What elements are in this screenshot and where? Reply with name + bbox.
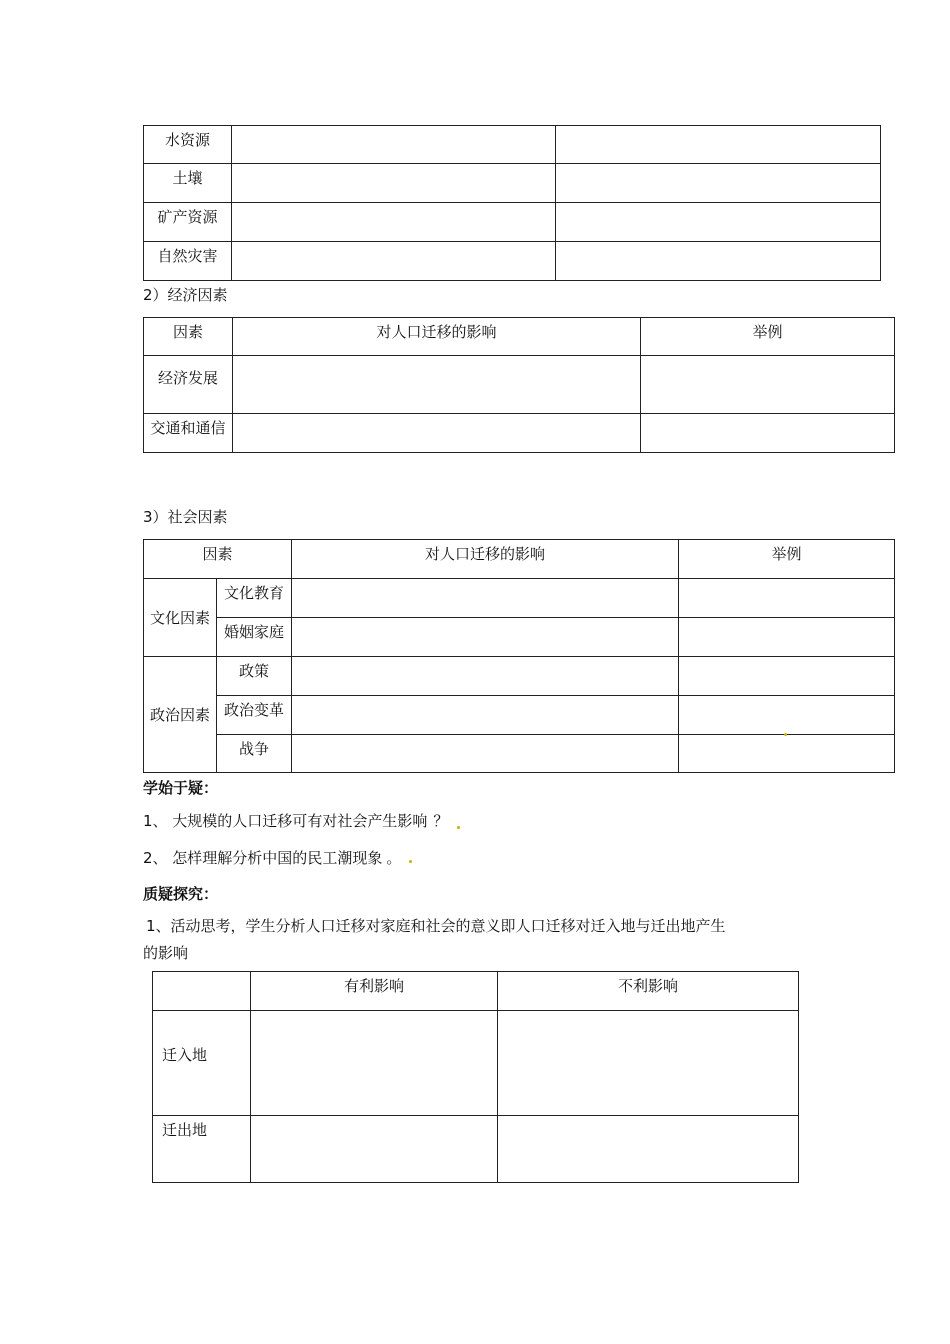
question-2-mark: 。 — [386, 849, 402, 867]
header-favorable: 有利影响 — [251, 972, 498, 1011]
header-example: 举例 — [641, 318, 895, 356]
table-cell — [233, 414, 641, 453]
learn-doubt-heading: 学始于疑： — [143, 779, 219, 797]
header-example: 举例 — [679, 540, 895, 579]
row-label-policy: 政策 — [217, 657, 292, 696]
table-cell — [292, 735, 679, 773]
header-blank — [153, 972, 251, 1011]
table-cell — [292, 579, 679, 618]
row-label-marriage: 婚姻家庭 — [217, 618, 292, 657]
row-label-economic-development: 经济发展 — [144, 356, 233, 414]
question-1-text: 1、 大规模的人口迁移可有对社会产生影响 — [143, 812, 428, 830]
inquiry-text-line-1: 1、活动思考，学生分析人口迁移对家庭和社会的意义即人口迁移对迁入地与迁出地产生 — [146, 917, 726, 935]
group-label-culture: 文化因素 — [144, 579, 217, 657]
row-label-water: 水资源 — [144, 126, 232, 164]
row-label-origin: 迁出地 — [153, 1116, 251, 1183]
table-cell — [251, 1116, 498, 1183]
table-cell — [251, 1011, 498, 1116]
table-cell — [556, 203, 881, 242]
table-cell — [232, 203, 556, 242]
table-cell — [556, 126, 881, 164]
header-factor: 因素 — [144, 540, 292, 579]
economic-factors-table — [143, 317, 895, 453]
table-cell — [498, 1116, 799, 1183]
stray-mark — [784, 733, 787, 736]
impact-table — [152, 971, 799, 1183]
table-cell — [679, 657, 895, 696]
question-2-text: 2、 怎样理解分析中国的民工潮现象 — [143, 849, 383, 867]
table-cell — [232, 242, 556, 281]
header-factor: 因素 — [144, 318, 233, 356]
inquiry-text-line-2: 的影响 — [143, 944, 189, 962]
table-cell — [292, 696, 679, 735]
question-2 — [143, 848, 401, 868]
row-label-war: 战争 — [217, 735, 292, 773]
table-cell — [556, 242, 881, 281]
table-cell — [233, 356, 641, 414]
row-label-destination: 迁入地 — [153, 1011, 251, 1116]
natural-factors-table — [143, 125, 881, 281]
social-heading: 3）社会因素 — [143, 508, 228, 526]
question-1 — [143, 811, 448, 831]
header-unfavorable: 不利影响 — [498, 972, 799, 1011]
table-cell — [498, 1011, 799, 1116]
row-label-disasters: 自然灾害 — [144, 242, 232, 281]
table-cell — [641, 356, 895, 414]
table-cell — [232, 126, 556, 164]
inquiry-heading: 质疑探究： — [143, 885, 219, 903]
table-cell — [292, 618, 679, 657]
table-cell — [679, 735, 895, 773]
table-cell — [556, 164, 881, 203]
stray-mark — [457, 826, 460, 829]
table-cell — [679, 579, 895, 618]
economic-heading: 2）经济因素 — [143, 286, 228, 304]
row-label-soil: 土壤 — [144, 164, 232, 203]
header-impact: 对人口迁移的影响 — [233, 318, 641, 356]
stray-mark — [409, 860, 412, 863]
row-label-transport: 交通和通信 — [144, 414, 233, 453]
question-1-mark: ？ — [433, 812, 449, 830]
row-label-political-change: 政治变革 — [217, 696, 292, 735]
social-factors-table — [143, 539, 895, 773]
table-cell — [292, 657, 679, 696]
table-cell — [641, 414, 895, 453]
table-cell — [679, 696, 895, 735]
table-cell — [679, 618, 895, 657]
row-label-education: 文化教育 — [217, 579, 292, 618]
table-cell — [232, 164, 556, 203]
header-impact: 对人口迁移的影响 — [292, 540, 679, 579]
row-label-minerals: 矿产资源 — [144, 203, 232, 242]
group-label-politics: 政治因素 — [144, 657, 217, 773]
